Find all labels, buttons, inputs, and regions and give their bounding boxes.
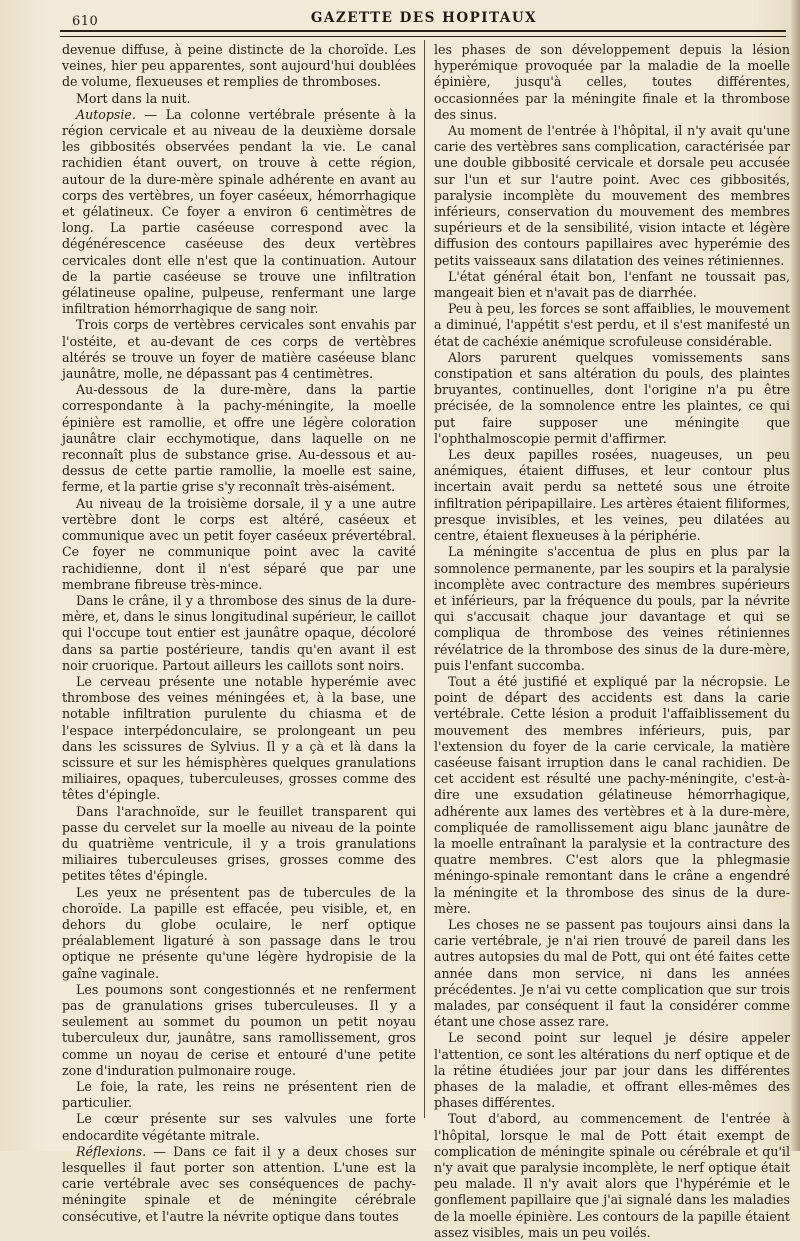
paragraph	[434, 269, 790, 301]
paragraph-lead: Réflexions.	[76, 1143, 147, 1159]
paragraph	[62, 1111, 416, 1143]
paragraph	[434, 42, 790, 123]
paragraph-text: Dans l'arachnoïde, sur le feuillet transparent qui passe du cervelet sur la moelle au niveau de la pointe du quatrième ventricule, il y a trois granulations miliaires tuberculeuses grises, grosses comme des petites têtes d'épingle.	[62, 803, 416, 884]
paragraph	[434, 447, 790, 544]
paragraph-text: Les yeux ne présentent pas de tubercules de la choroïde. La papille est effacée, peu visible, et, en dehors du globe oculaire, le nerf optique préalablement ligaturé à son passage dans le trou optique ne présente qu'une légère hydropisie de la gaîne vaginale.	[62, 884, 416, 981]
paragraph	[62, 496, 416, 593]
paragraph	[62, 674, 416, 804]
journal-title: GAZETTE DES HOPITAUX	[310, 10, 538, 26]
paragraph-text: devenue diffuse, à peine distincte de la choroïde. Les veines, hier peu apparentes, sont aujourd'hui doublées de volume, flexueuses et remplies de thromboses.	[62, 42, 416, 90]
paragraph-text: Au moment de l'entrée à l'hôpital, il n'y avait qu'une carie des vertèbres sans complication, caractérisée par une double gibbosité cervicale et dorsale peu accusée sur l'un et sur l'autre point. Avec ces gibbosités, paralysie incomplète du mouvement des membres inférieurs, conservation du mouvement des membres supérieurs et de la sensibilité, vision intacte et légère diffusion des contours papillaires avec hyperémie des petits vaisseaux sans dilatation des veines rétiniennes.	[434, 123, 790, 268]
left-column	[62, 42, 416, 1225]
paragraph	[62, 42, 416, 91]
paragraph	[62, 982, 416, 1079]
paragraph-text: Les deux papilles rosées, nuageuses, un peu anémiques, étaient diffuses, et leur contour plus incertain avait perdu sa netteté sous une étroite infiltration péripapillaire. Les artères étaient filiformes, presque invisibles, et les veines, peu dilatées au centre, étaient flexueuses à la périphérie.	[434, 447, 790, 544]
paragraph-text: Le second point sur lequel je désire appeler l'attention, ce sont les altérations du nerf optique et de la rétine étudiées jour par jour dans les différentes phases de la maladie, et offrant elles-mêmes des phases différentes.	[434, 1030, 790, 1111]
paragraph-text: Tout d'abord, au commencement de l'entrée à l'hôpital, lorsque le mal de Pott était exempt de complication de méningite spinale ou cérébrale et qu'il n'y avait que paralysie incomplète, le nerf optique était peu malade. Il n'y avait alors que l'hypérémie et le gonflement papillaire que j'ai signalé dans les maladies de la moelle épinière. Les contours de la papille étaient assez visibles, mais un peu voilés.	[434, 1111, 790, 1240]
paragraph-text: Mort dans la nuit.	[76, 90, 191, 106]
paragraph-text: Le cœur présente sur ses valvules une forte endocardite végétante mitrale.	[62, 1111, 416, 1143]
paragraph-text: La méningite s'accentua de plus en plus par la somnolence permanente, par les soupirs et la paralysie incomplète avec contracture des membres supérieurs et inférieurs, par la fréquence du pouls, par la névrite qui s'accusait chaque jour davantage et qui se compliqua de thrombose des veines rétiniennes révélatrice de la thrombose des sinus de la dure-mère, puis l'enfant succomba.	[434, 544, 790, 673]
paragraph	[62, 382, 416, 495]
paragraph	[62, 885, 416, 982]
paragraph	[62, 1144, 416, 1225]
paragraph	[434, 544, 790, 674]
paragraph-text: — Dans ce fait il y a deux choses sur lesquelles il faut porter son attention. L'une est la carie vertébrale avec ses conséquences de pachy-méningite spinale et de méningite cérébrale consécutive, et l'autre la névrite optique dans toutes	[62, 1143, 416, 1224]
paragraph-text: Le cerveau présente une notable hyperémie avec thrombose des veines méningées et, à la base, une notable infiltration purulente du chiasma et de l'espace interpédonculaire, se prolongeant un peu dans les scissures de Sylvius. Il y a çà et là dans la scissure et sur les hémisphères quelques granulations miliaires, opaques, tuberculeuses, grosses comme des têtes d'épingle.	[62, 673, 416, 803]
paragraph	[62, 804, 416, 885]
page-number: 610	[72, 14, 99, 29]
paragraph	[434, 301, 790, 350]
page-edge-shadow	[790, 0, 800, 1151]
paragraph-text: L'état général était bon, l'enfant ne toussait pas, mangeait bien et n'avait pas de diarrhée.	[434, 268, 790, 301]
paragraph	[434, 123, 790, 269]
paragraph-lead: Autopsie.	[76, 106, 136, 122]
paragraph-text: Les poumons sont congestionnés et ne renferment pas de granulations grises tuberculeuses. Il y a seulement au sommet du poumon un petit noyau tuberculeux dur, jaunâtre, sans ramollissement, gros comme un noyau de cerise et entouré d'une petite zone d'induration pulmonaire rouge.	[62, 981, 416, 1078]
paragraph-text: Au-dessous de la dure-mère, dans la partie correspondante à la pachy-méningite, la moelle épinière est ramollie, et offre une légère coloration jaunâtre clair ecchymotique, dans laquelle on ne reconnaît plus de substance grise. Au-dessous et au-dessus de cette partie ramollie, la moelle est saine, ferme, et la partie grise s'y reconnaît très-aisément.	[62, 382, 416, 495]
paragraph	[434, 917, 790, 1030]
paragraph-text: Les choses ne se passent pas toujours ainsi dans la carie vertébrale, je n'ai rien trouvé de pareil dans les autres autopsies du mal de Pott, qui ont été faites cette année dans mon service, ni dans les années précédentes. Je n'ai vu cette complication que sur trois malades, par conséquent il faut la considérer comme étant une chose assez rare.	[434, 916, 790, 1030]
paragraph-text: Alors parurent quelques vomissements sans constipation et sans altération du pouls, des plaintes bruyantes, continuelles, dont l'origine n'a pu être précisée, de la somnolence entre les plaintes, ce qui put faire supposer une méningite que l'ophthalmoscopie permit d'affirmer.	[434, 349, 790, 446]
column-divider	[424, 40, 425, 1118]
paragraph-text: Peu à peu, les forces se sont affaiblies, le mouvement a diminué, l'appétit s'est perdu, et il s'est manifesté un état de cachéxie anémique scrofuleuse considérable.	[434, 301, 790, 349]
paragraph	[62, 1079, 416, 1111]
paragraph	[434, 350, 790, 447]
paragraph-text: Trois corps de vertèbres cervicales sont envahis par l'ostéite, et au-devant de ces corps de vertèbres altérés se trouve un foyer de matière caséeuse blanc jaunâtre, molle, ne dépassant pas 4 centimètres.	[62, 317, 416, 382]
header-rule	[60, 30, 786, 37]
right-column	[434, 42, 790, 1241]
paragraph	[62, 593, 416, 674]
paragraph	[62, 91, 416, 107]
paragraph	[434, 674, 790, 917]
paragraph	[434, 1111, 790, 1241]
paragraph-text: les phases de son développement depuis la lésion hyperémique provoquée par la maladie de la moelle épinière, jusqu'à celles, toutes différentes, occasionnées par la méningite finale et la thrombose des sinus.	[434, 42, 790, 122]
paragraph-text: Dans le crâne, il y a thrombose des sinus de la dure-mère, et, dans le sinus longitudinal supérieur, le caillot qui l'occupe tout entier est jaunâtre opaque, décoloré dans sa partie postérieure, tandis qu'en avant il est noir cruorique. Partout ailleurs les caillots sont noirs.	[62, 592, 416, 673]
paragraph-text: Au niveau de la troisième dorsale, il y a une autre vertèbre dont le corps est altéré, caséeux et communique avec un petit foyer caséeux prévertébral. Ce foyer ne communique point avec la cavité rachidienne, dont il n'est séparé que par une membrane fibreuse très-mince.	[62, 495, 416, 592]
paragraph-text: Tout a été justifié et expliqué par la nécropsie. Le point de départ des accidents est dans la carie vertébrale. Cette lésion a produit l'affaiblissement du mouvement des membres inférieurs, puis, par l'extension du foyer de la carie cervicale, la matière caséeuse faisant irruption dans le canal rachidien. De cet accident est résulté une pachy-méningite, c'est-à-dire une exsudation gélatineuse hémorrhagique, adhérente aux lames des vertèbres et à la dure-mère, compliquée de ramollissement aigu blanc jaunâtre de la moelle entraînant la paralysie et la contracture des quatre membres. C'est alors que la phlegmasie méningo-spinale remontant dans le crâne a engendré la méningite et la thrombose des sinus de la dure-mère.	[434, 673, 790, 916]
paragraph	[62, 107, 416, 318]
paragraph	[62, 317, 416, 382]
paragraph-text: — La colonne vertébrale présente à la région cervicale et au niveau de la deuxième dorsale les gibbosités observées pendant la vie. Le canal rachidien étant ouvert, on trouve à cette région, autour de la dure-mère spinale adhérente en avant au corps des vertèbres, un foyer caséeux, hémorrhagique et gélatineux. Ce foyer a environ 6 centimètres de long. La partie caséeuse correspond avec la dégénérescence caséeuse des deux vertèbres cervicales dont elle n'est que la continuation. Autour de la partie caséeuse se trouve une infiltration gélatineuse opaline, pulpeuse, renfermant une large infiltration hémorrhagique de sang noir.	[62, 106, 416, 317]
paragraph	[434, 1030, 790, 1111]
paragraph-text: Le foie, la rate, les reins ne présentent rien de particulier.	[62, 1079, 416, 1111]
